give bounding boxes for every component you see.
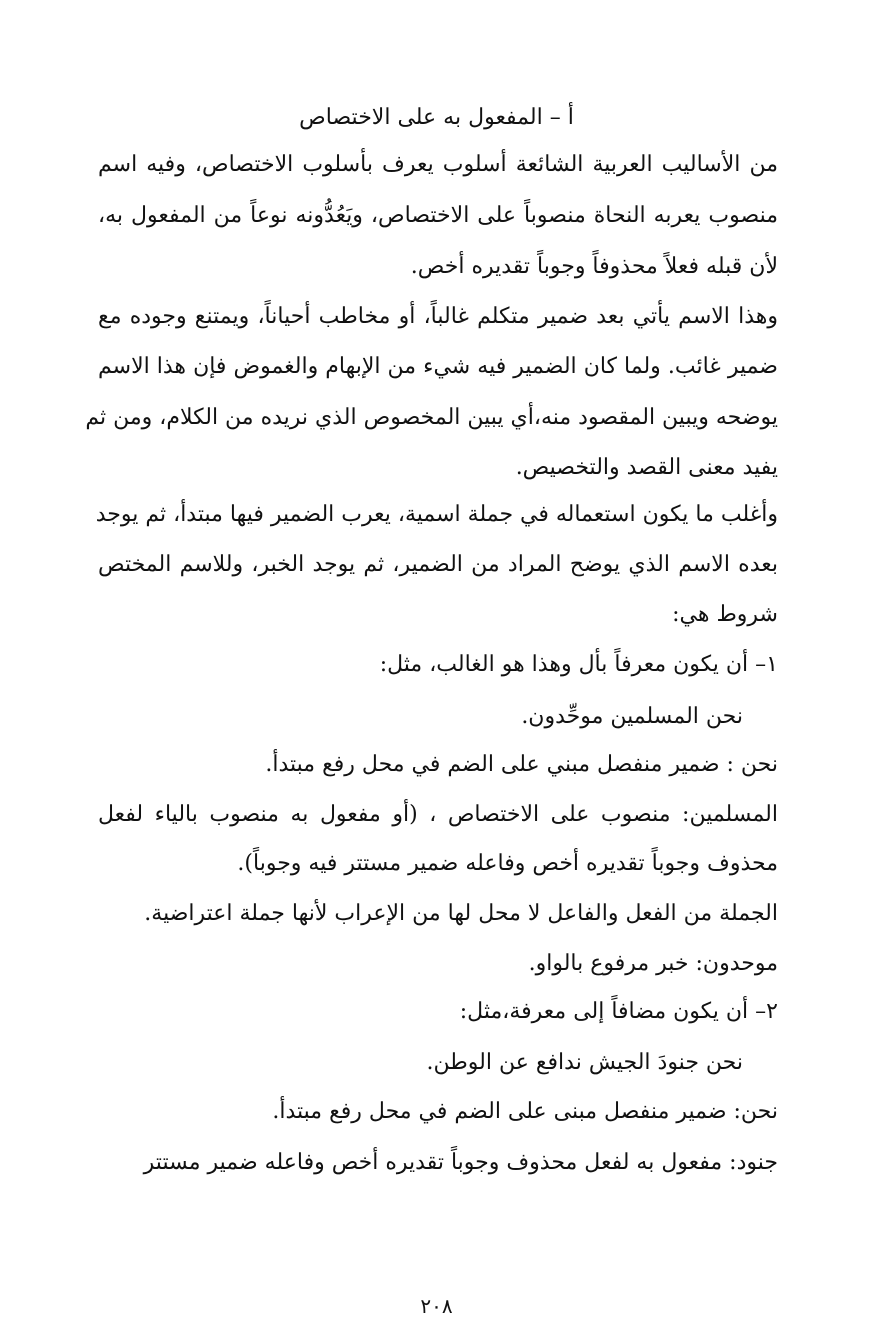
condition-1: ١– أن يكون معرفاً بأل وهذا هو الغالب، مثل: — [379, 652, 778, 677]
text-line-8: وأغلب ما يكون استعماله في جملة اسمية، يعرب الضمير فيها مبتدأ، ثم يوجد — [95, 502, 778, 527]
text-line-3: لأن قبله فعلاً محذوفاً وجوباً تقديره أخص. — [410, 254, 778, 279]
parse-line-4: الجملة من الفعل والفاعل لا محل لها من الإعراب لأنها جملة اعتراضية. — [144, 901, 778, 926]
text-line-7: يفيد معنى القصد والتخصيص. — [515, 455, 778, 480]
text-line-6: يوضحه ويبين المقصود منه،أي يبين المخصوص الذي نريده من الكلام، ومن ثم — [85, 405, 778, 430]
parse-line-7: جنود: مفعول به لفعل محذوف وجوباً تقديره أخص وفاعله ضمير مستتر — [143, 1150, 778, 1175]
text-line-4: وهذا الاسم يأتي بعد ضمير متكلم غالباً، أو مخاطب أحياناً، ويمتنع وجوده مع — [98, 304, 778, 329]
text-line-1: من الأساليب العربية الشائعة أسلوب يعرف بأسلوب الاختصاص، وفيه اسم — [98, 152, 778, 177]
text-line-2: منصوب يعربه النحاة منصوباً على الاختصاص، ويَعُدُّونه نوعاً من المفعول به، — [98, 203, 778, 228]
parse-line-6: نحن: ضمير منفصل مبنى على الضم في محل رفع مبتدأ. — [272, 1099, 778, 1124]
text-line-5: ضمير غائب. ولما كان الضمير فيه شيء من الإبهام والغموض فإن هذا الاسم — [98, 354, 778, 379]
parse-line-5: موحدون: خبر مرفوع بالواو. — [528, 951, 778, 976]
page-number: ٢٠٨ — [420, 1294, 453, 1318]
parse-line-2: المسلمين: منصوب على الاختصاص ، (أو مفعول به منصوب بالياء لفعل — [98, 802, 778, 827]
parse-line-1: نحن : ضمير منفصل مبني على الضم في محل رفع مبتدأ. — [265, 752, 778, 777]
example-1: نحن المسلمين موحِّدون. — [521, 704, 743, 729]
section-heading: أ – المفعول به على الاختصاص — [299, 105, 574, 130]
example-2: نحن جنودَ الجيش ندافع عن الوطن. — [426, 1050, 743, 1075]
text-line-9: بعده الاسم الذي يوضح المراد من الضمير، ثم يوجد الخبر، وللاسم المختص — [98, 552, 778, 577]
text-line-10: شروط هي: — [672, 602, 778, 627]
condition-2: ٢– أن يكون مضافاً إلى معرفة،مثل: — [459, 999, 778, 1024]
parse-line-3: محذوف وجوباً تقديره أخص وفاعله ضمير مستتر فيه وجوباً). — [237, 851, 778, 876]
